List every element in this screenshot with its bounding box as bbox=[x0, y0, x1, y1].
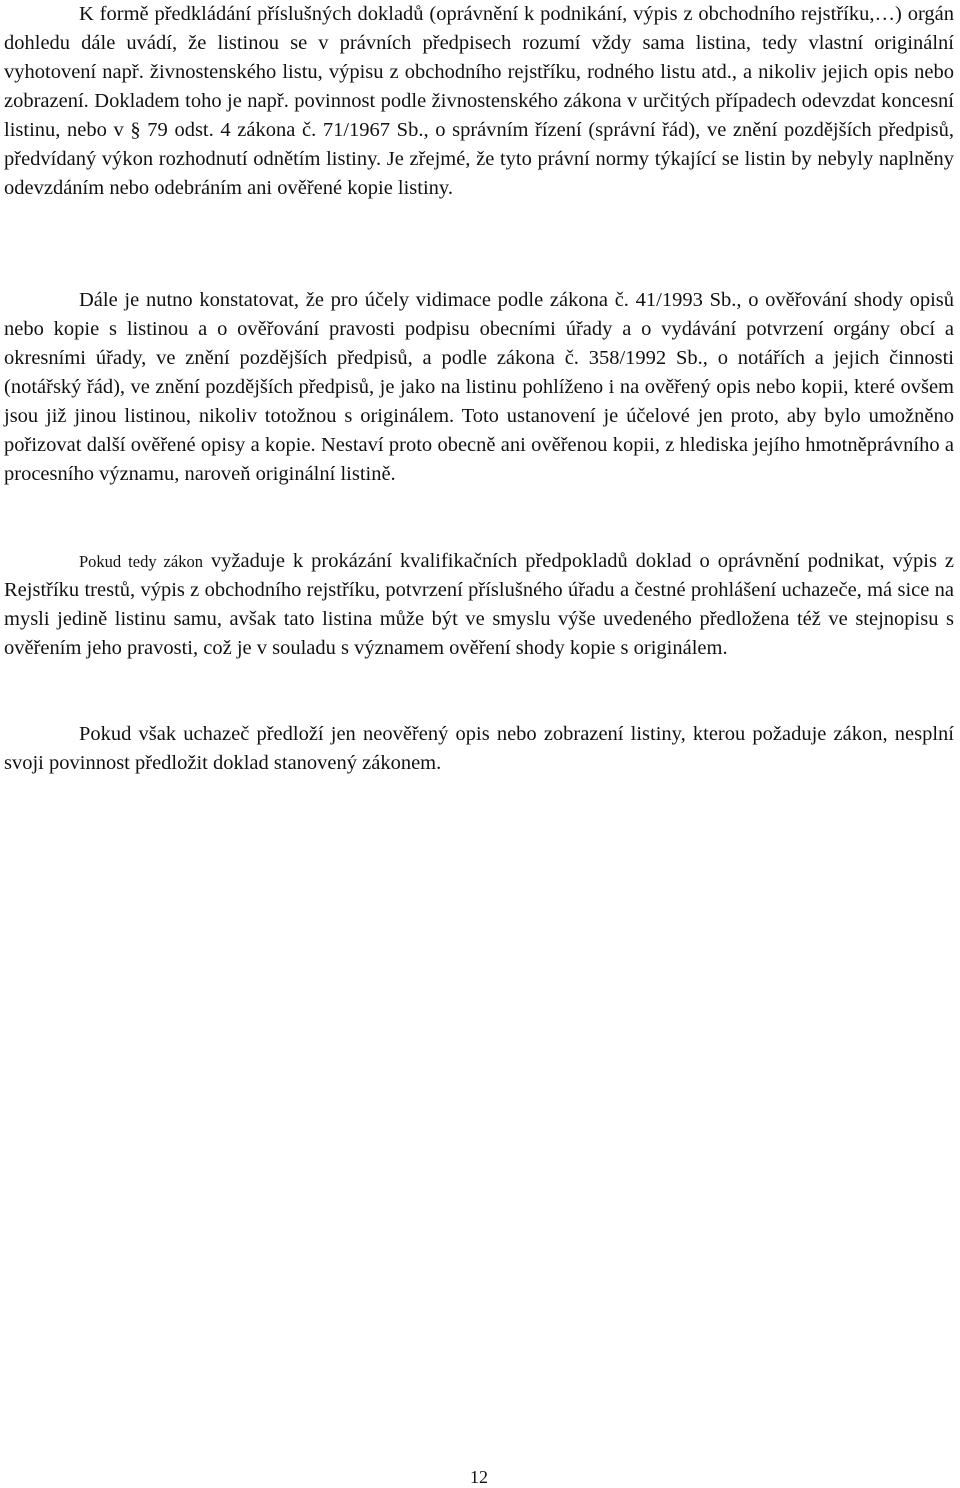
paragraph-3 bbox=[4, 547, 954, 663]
paragraph-3-body: vyžaduje k prokázání kvalifikačních předpokladů doklad o oprávnění podnikat, výpis z Rejstříku trestů, výpis z obchodního rejstříku, potvrzení příslušného úřadu a čestné prohlášení uchazeče, má sice na mysli jedině listinu samu, avšak tato listina může být ve smyslu výše uvedeného předložena též ve stejnopisu s ověřením jeho pravosti, což je v souladu s významem ověření shody kopie s originálem. bbox=[4, 550, 955, 659]
page-number: 12 bbox=[470, 1467, 488, 1487]
paragraph-1: K formě předkládání příslušných dokladů (oprávnění k podnikání, výpis z obchodního rejstříku,…) orgán dohledu dále uvádí, že listinou se v právních předpisech rozumí vždy sama listina, tedy vlastní originální vyhotovení např. živnostenského listu, výpisu z obchodního rejstříku, rodného listu atd., a nikoliv jejich opis nebo zobrazení. Dokladem toho je např. povinnost podle živnostenského zákona v určitých případech odevzdat koncesní listinu, nebo v § 79 odst. 4 zákona č. 71/1967 Sb., o správním řízení (správní řád), ve znění pozdějších předpisů, předvídaný výkon rozhodnutí odnětím listiny. Je zřejmé, že tyto právní normy týkající se listin by nebyly naplněny odevzdáním nebo odebráním ani ověřené kopie listiny. bbox=[4, 3, 954, 199]
paragraph-3-lead: Pokud tedy zákon bbox=[79, 552, 203, 571]
paragraph-4: Pokud však uchazeč předloží jen neověřený opis nebo zobrazení listiny, kterou požaduje zákon, nesplní svoji povinnost předložit doklad stanovený zákonem. bbox=[4, 723, 954, 774]
document-page bbox=[4, 0, 954, 1488]
paragraph-2: Dále je nutno konstatovat, že pro účely vidimace podle zákona č. 41/1993 Sb., o ověřování shody opisů nebo kopie s listinou a o ověřování pravosti podpisu obecními úřady a o vydávání potvrzení orgány obcí a okresními úřady, ve znění pozdějších předpisů, a podle zákona č. 358/1992 Sb., o notářích a jejich činnosti (notářský řád), ve znění pozdějších předpisů, je jako na listinu pohlíženo i na ověřený opis nebo kopii, které ovšem jsou již jinou listinou, nikoliv totožnou s originálem. Toto ustanovení je účelové jen proto, aby bylo umožněno pořizovat další ověřené opisy a kopie. Nestaví proto obecně ani ověřenou kopii, z hlediska jejího hmotněprávního a procesního významu, naroveň originální listině. bbox=[4, 289, 954, 485]
